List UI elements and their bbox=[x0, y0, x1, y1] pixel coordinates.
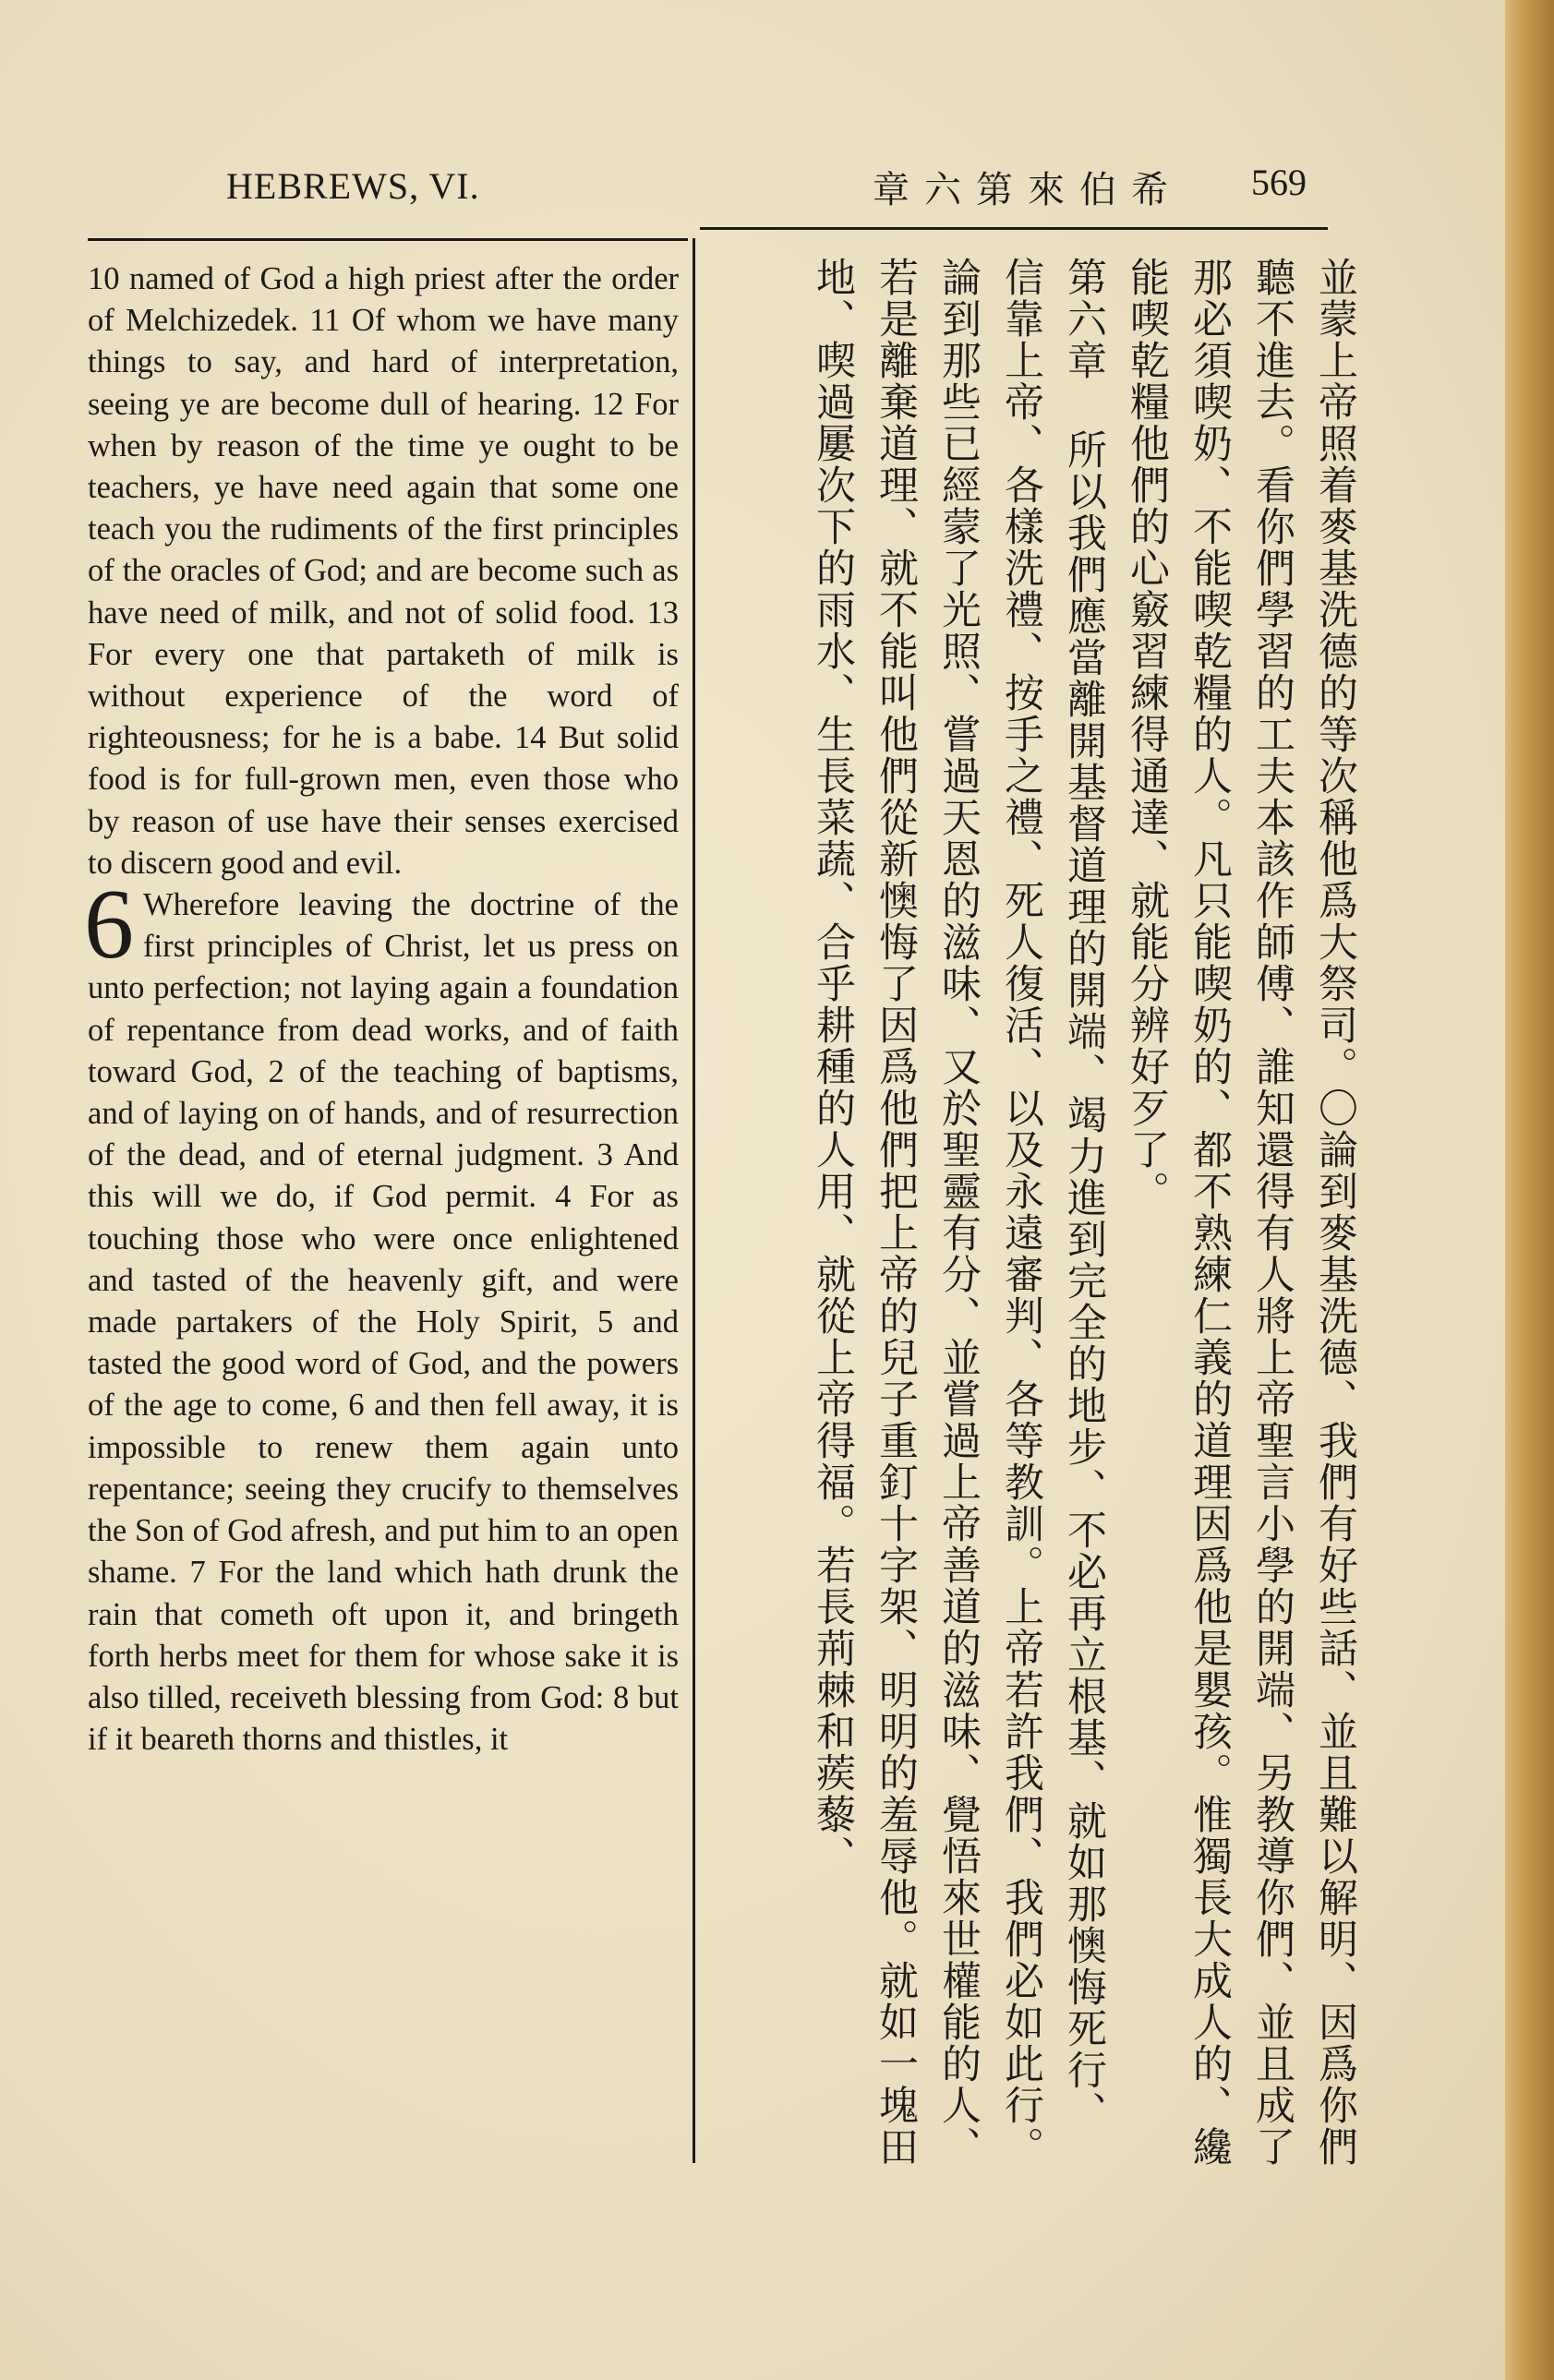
page-edge bbox=[1505, 0, 1554, 2380]
english-paragraph-2-text: Wherefore leaving the doctrine of the first principles of Christ, let us press on unto perfection; not laying again a foundation of repentance from dead works, and of faith toward God, 2 of the teaching of baptisms, and of laying on of hands, and of resurrection of the dead, and of eternal judgment. 3 And this will we do, if God permit. 4 For as touching those who were once enlightened and tasted of the heavenly gift, and were made partakers of the Holy Spirit, 5 and tasted the good word of God, and the powers of the age to come, 6 and then fell away, it is impossible to renew them again unto repentance; seeing they crucify to themselves the Son of God afresh, and put him to an open shame. 7 For the land which hath drunk the rain that cometh oft upon it, and bringeth forth herbs meet for them for whose sake it is also tilled, receiveth blessing from God: 8 but if it beareth thorns and thistles, it bbox=[88, 887, 679, 1758]
header-rule-left bbox=[88, 238, 688, 241]
chinese-column bbox=[702, 257, 1367, 2168]
header-rule-right bbox=[700, 227, 1328, 230]
chapter-number: 6 bbox=[84, 870, 134, 980]
chinese-paragraph-2: 第六章 所以我們應當離開基督道理的開端、竭力進到完全的地步、不必再立根基、就如那懊悔死行、信靠上帝、各樣洗禮、按手之禮、死人復活、以及永遠審判、各等教訓。上帝若許我們、我們必如此行。論到那些已經蒙了光照、嘗過天恩的滋味、又於聖靈有分、並嘗過上帝善道的滋味、覺悟來世權能的人、若是離棄道理、就不能叫他們從新懊悔了因爲他們把上帝的兒子重釘十字架、明明的羞辱他。就如一塊田地、喫過屢次下的雨水、生長菜蔬、合乎耕種的人用、就從上帝得福。若長荊棘和蒺藜、 bbox=[810, 257, 1107, 2168]
column-divider bbox=[693, 238, 695, 2163]
chinese-paragraph-1: 並蒙上帝照着麥基洗德的等次稱他爲大祭司。〇論到麥基洗德、我們有好些話、並且難以解明、因爲你們聽不進去。看你們學習的工夫本該作師傅、誰知還得有人將上帝聖言小學的開端、另教導你們、並且成了那必須喫奶、不能喫乾糧的人。凡只能喫奶的、都不熟練仁義的道理因爲他是嬰孩。惟獨長大成人的、纔能喫乾糧他們的心竅習練得通達、就能分辨好歹了。 bbox=[1124, 257, 1358, 2168]
header-chinese-title: 章六第來伯希 bbox=[873, 169, 1183, 210]
running-header bbox=[88, 157, 1325, 222]
page-number: 569 bbox=[1251, 162, 1307, 203]
english-paragraph-1: 10 named of God a high priest after the order of Melchizedek. 11 Of whom we have many things to say, and hard of interpretation, seeing ye are become dull of hearing. 12 For when by reason of the time ye ought to be teachers, ye have need again that some one teach you the rudiments of the first principles of the oracles of God; and are become such as have need of milk, and not of solid food. 13 For every one that partaketh of milk is without experience of the word of righteousness; for he is a babe. 14 But solid food is for full-grown men, even those who by reason of use have their senses exercised to discern good and evil. bbox=[88, 261, 679, 881]
english-paragraph-2 bbox=[84, 870, 679, 1761]
english-column bbox=[84, 258, 679, 2160]
header-book-title: HEBREWS, VI. bbox=[226, 165, 480, 207]
